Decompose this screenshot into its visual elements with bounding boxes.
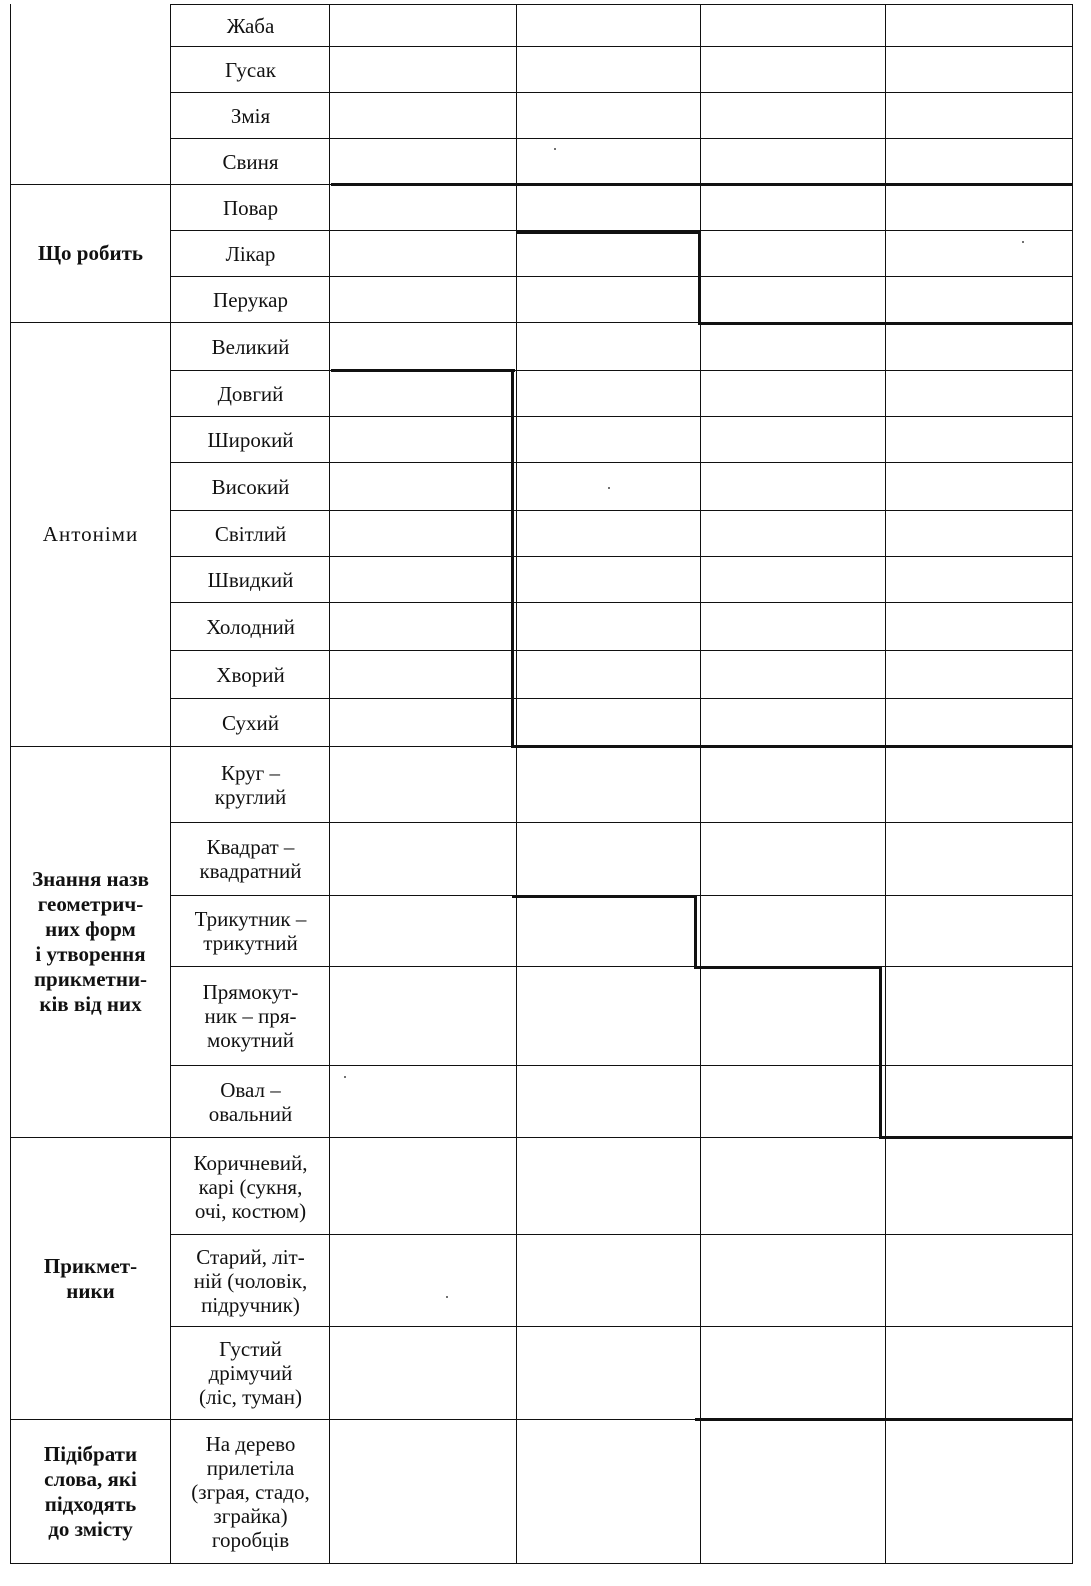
- item-cell: Овал – овальний: [208, 1077, 293, 1126]
- level-boundary-line: [698, 322, 1073, 325]
- table-right-border: [1072, 4, 1073, 1564]
- level-boundary-line: [511, 369, 514, 747]
- section-category: Прикмет- ники: [43, 1253, 138, 1303]
- item-cell: Широкий: [207, 427, 294, 452]
- item-cell: Прямокут- ник – пря- мокутний: [202, 980, 299, 1052]
- level-boundary-line: [331, 183, 1073, 186]
- item-cell: Гусак: [225, 57, 276, 82]
- level-boundary-line: [331, 369, 515, 372]
- level-boundary-line: [511, 745, 1073, 748]
- item-column-divider: [329, 4, 330, 1564]
- level-boundary-line: [694, 966, 881, 969]
- item-cell: Великий: [211, 334, 290, 359]
- table-bottom-border: [10, 1563, 1073, 1564]
- level-boundary-line: [695, 1418, 1073, 1421]
- item-cell: Жаба: [226, 13, 275, 38]
- section-category: Що робить: [37, 241, 143, 265]
- item-cell: Круг – круглий: [214, 761, 287, 809]
- item-cell: Довгий: [217, 381, 284, 406]
- score-column-divider-1: [516, 4, 517, 1564]
- item-cell: Коричневий, карі (сукня, очі, костюм): [193, 1150, 308, 1223]
- item-cell: Свиня: [222, 149, 279, 174]
- section-category: Підібрати слова, які підходять до змісту: [43, 1441, 138, 1541]
- scan-speck: [446, 1296, 448, 1298]
- category-column-divider: [170, 4, 171, 1564]
- level-boundary-line: [879, 1136, 1073, 1139]
- scan-speck: [608, 487, 610, 489]
- score-column-divider-3: [885, 4, 886, 1564]
- item-cell: Хворий: [216, 662, 285, 687]
- scan-speck: [554, 148, 556, 150]
- section-category: Антоніми: [42, 522, 139, 546]
- item-cell: Холодний: [206, 614, 295, 639]
- scan-speck: [344, 1076, 346, 1078]
- item-cell: Змія: [230, 103, 271, 128]
- level-boundary-line: [512, 895, 696, 898]
- item-cell: Лікар: [225, 241, 276, 266]
- level-boundary-line: [879, 966, 882, 1139]
- item-cell: Високий: [211, 474, 290, 499]
- level-boundary-line: [698, 231, 701, 324]
- item-cell: Перукар: [213, 287, 288, 312]
- item-cell: Старий, літ- ній (чоловік, підручник): [193, 1244, 308, 1317]
- item-cell: Густий дрімучий (ліс, туман): [199, 1337, 302, 1409]
- table-left-border: [10, 4, 11, 1564]
- item-cell: Світлий: [214, 521, 287, 546]
- item-cell: Швидкий: [207, 567, 294, 592]
- scan-speck: [1022, 241, 1024, 243]
- level-boundary-line: [694, 895, 697, 967]
- item-cell: Повар: [222, 196, 279, 220]
- item-cell: Сухий: [222, 710, 279, 735]
- level-boundary-line: [516, 231, 700, 234]
- item-cell: На дерево прилетіла (зграя, стадо, зграйка) горобців: [191, 1432, 310, 1552]
- item-cell: Трикутник – трикутний: [194, 907, 307, 955]
- section-category: [12, 5, 169, 183]
- section-category: Знання назв геометрич- них форм і утворення прикметни- ків від них: [32, 867, 149, 1016]
- item-cell: Квадрат – квадратний: [199, 835, 302, 883]
